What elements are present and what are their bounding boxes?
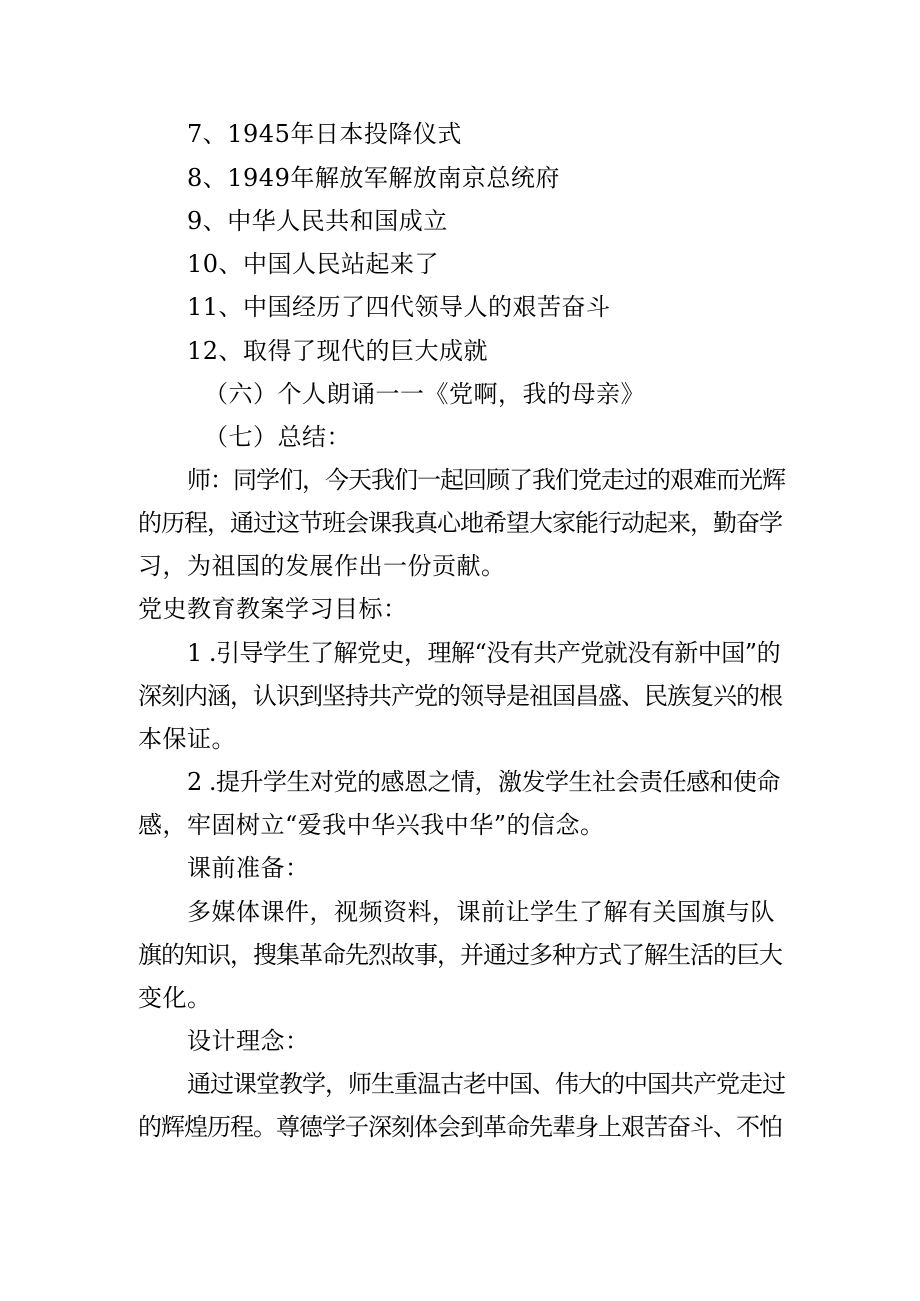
paragraph-line: 师：同学们，今天我们一起回顾了我们党走过的艰难而光辉	[187, 466, 785, 494]
paragraph-line: 的辉煌历程。尊德学子深刻体会到革命先辈身上艰苦奋斗、不怕	[138, 1113, 782, 1141]
objectives-heading: 党史教育教案学习目标：	[138, 595, 408, 623]
paragraph-line: 感，牢固树立“爱我中华兴我中华”的信念。	[138, 811, 605, 839]
list-item: 11、中国经历了四代领导人的艰苦奋斗	[187, 293, 611, 321]
paragraph-line: 1 .引导学生了解党史，理解“没有共产党就没有新中国”的	[187, 639, 781, 667]
paragraph-line: 本保证。	[138, 725, 236, 753]
list-item: 7、1945年日本投降仪式	[187, 120, 462, 148]
list-item: 9、中华人民共和国成立	[187, 207, 448, 235]
section-heading-six: （六）个人朗诵一一《党啊，我的母亲》	[204, 380, 645, 408]
prep-heading: 课前准备：	[187, 854, 310, 882]
design-heading: 设计理念：	[187, 1027, 310, 1055]
section-heading-seven: （七）总结：	[204, 423, 351, 451]
list-item: 8、1949年解放军解放南京总统府	[187, 164, 560, 192]
paragraph-line: 深刻内涵，认识到坚持共产党的领导是祖国昌盛、民族复兴的根	[138, 682, 782, 710]
paragraph-line: 的历程，通过这节班会课我真心地希望大家能行动起来，勤奋学	[138, 509, 782, 537]
paragraph-line: 通过课堂教学，师生重温古老中国、伟大的中国共产党走过	[187, 1070, 785, 1098]
paragraph-line: 2 .提升学生对党的感恩之情，激发学生社会责任感和使命	[187, 768, 781, 796]
list-item: 12、取得了现代的巨大成就	[187, 337, 489, 365]
paragraph-line: 旗的知识，搜集革命先烈故事，并通过多种方式了解生活的巨大	[138, 941, 782, 969]
paragraph-line: 变化。	[138, 984, 212, 1012]
paragraph-line: 多媒体课件，视频资料，课前让学生了解有关国旗与队	[187, 898, 775, 926]
paragraph-line: 习，为祖国的发展作出一份贡献。	[138, 552, 506, 580]
list-item: 10、中国人民站起来了	[187, 250, 440, 278]
